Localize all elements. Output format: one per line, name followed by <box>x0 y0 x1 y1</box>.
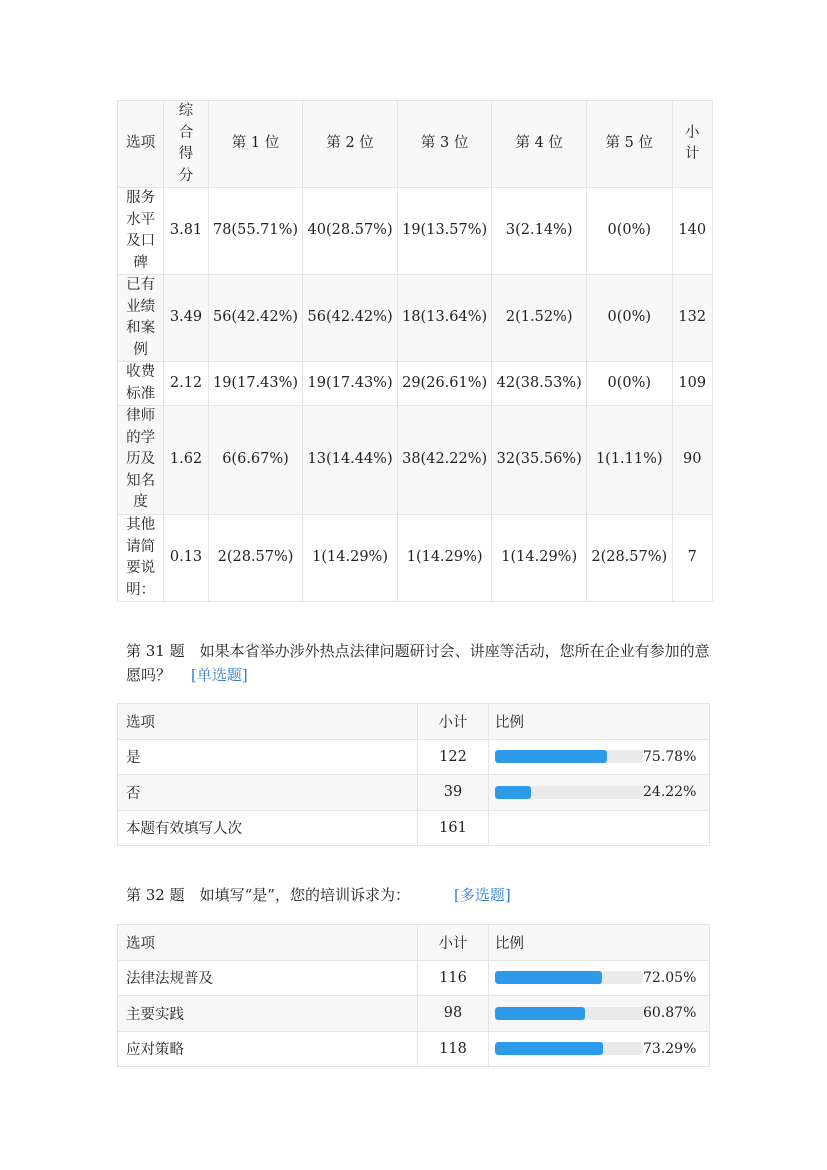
progress-fill <box>495 1007 585 1020</box>
header-option: 选项 <box>118 704 418 740</box>
row-rank-3: 1(14.29%) <box>397 515 492 602</box>
row-rank-5: 0(0%) <box>586 188 672 275</box>
row-rank-2: 1(14.29%) <box>303 515 398 602</box>
table-row <box>118 406 713 515</box>
row-rank-3: 29(26.61%) <box>397 362 492 406</box>
progress-bar <box>495 1007 643 1020</box>
question-31-type-link[interactable]: [单选题] <box>191 666 248 684</box>
row-score: 3.49 <box>164 275 208 362</box>
row-rank-1: 19(17.43%) <box>208 362 303 406</box>
row-ratio <box>489 996 710 1032</box>
total-label: 本题有效填写人次 <box>118 810 418 846</box>
table-row <box>118 739 710 775</box>
header-option: 选项 <box>118 925 418 961</box>
row-total: 109 <box>672 362 712 406</box>
row-rank-4: 3(2.14%) <box>492 188 587 275</box>
total-count: 161 <box>418 810 489 846</box>
ranking-header-row <box>118 101 713 188</box>
row-total: 90 <box>672 406 712 515</box>
row-count: 39 <box>418 775 489 811</box>
table-row <box>118 960 710 996</box>
question-32-title <box>126 883 716 907</box>
row-rank-4: 1(14.29%) <box>492 515 587 602</box>
row-score: 2.12 <box>164 362 208 406</box>
stat-header-row <box>118 704 710 740</box>
row-option: 是 <box>118 739 418 775</box>
row-rank-5: 1(1.11%) <box>586 406 672 515</box>
question-32-type-link[interactable]: [多选题] <box>453 886 511 904</box>
row-total: 132 <box>672 275 712 362</box>
row-option: 否 <box>118 775 418 811</box>
question-31-title <box>126 639 716 687</box>
progress-fill <box>495 750 607 763</box>
table-row <box>118 275 713 362</box>
row-count: 116 <box>418 960 489 996</box>
header-rank-4: 第 4 位 <box>492 101 587 188</box>
row-option: 律师的学历及知名度 <box>118 406 164 515</box>
row-count: 118 <box>418 1031 489 1067</box>
row-rank-1: 56(42.42%) <box>208 275 303 362</box>
header-rank-2: 第 2 位 <box>303 101 398 188</box>
row-option: 主要实践 <box>118 996 418 1032</box>
ranking-table <box>117 100 713 602</box>
row-rank-5: 0(0%) <box>586 275 672 362</box>
progress-fill <box>495 1042 603 1055</box>
header-ratio: 比例 <box>489 925 710 961</box>
header-count: 小计 <box>418 925 489 961</box>
header-ratio: 比例 <box>489 704 710 740</box>
row-rank-1: 78(55.71%) <box>208 188 303 275</box>
total-row <box>118 810 710 846</box>
row-percent: 72.05% <box>643 969 697 986</box>
row-option: 服务水平及口碑 <box>118 188 164 275</box>
row-ratio <box>489 1031 710 1067</box>
progress-fill <box>495 786 531 799</box>
progress-fill <box>495 971 602 984</box>
row-percent: 75.78% <box>643 748 697 765</box>
header-rank-5: 第 5 位 <box>586 101 672 188</box>
row-count: 98 <box>418 996 489 1032</box>
row-total: 7 <box>672 515 712 602</box>
row-score: 0.13 <box>164 515 208 602</box>
row-option: 法律法规普及 <box>118 960 418 996</box>
row-rank-3: 18(13.64%) <box>397 275 492 362</box>
row-rank-3: 38(42.22%) <box>397 406 492 515</box>
progress-bar <box>495 750 643 763</box>
row-rank-4: 2(1.52%) <box>492 275 587 362</box>
row-count: 122 <box>418 739 489 775</box>
total-ratio-empty <box>489 810 710 846</box>
row-ratio <box>489 739 710 775</box>
table-row <box>118 775 710 811</box>
question-31-table <box>117 703 710 846</box>
table-row <box>118 188 713 275</box>
header-rank-3: 第 3 位 <box>397 101 492 188</box>
row-rank-1: 2(28.57%) <box>208 515 303 602</box>
row-percent: 24.22% <box>643 784 697 801</box>
header-score: 综合得分 <box>164 101 208 188</box>
question-32-table <box>117 924 710 1067</box>
row-rank-2: 19(17.43%) <box>303 362 398 406</box>
row-rank-4: 42(38.53%) <box>492 362 587 406</box>
table-row <box>118 515 713 602</box>
row-percent: 60.87% <box>643 1005 697 1022</box>
row-option: 收费标准 <box>118 362 164 406</box>
header-rank-1: 第 1 位 <box>208 101 303 188</box>
row-total: 140 <box>672 188 712 275</box>
row-rank-2: 13(14.44%) <box>303 406 398 515</box>
row-ratio <box>489 775 710 811</box>
row-rank-5: 2(28.57%) <box>586 515 672 602</box>
row-rank-3: 19(13.57%) <box>397 188 492 275</box>
progress-bar <box>495 971 643 984</box>
row-rank-2: 56(42.42%) <box>303 275 398 362</box>
row-score: 1.62 <box>164 406 208 515</box>
row-option: 应对策略 <box>118 1031 418 1067</box>
progress-bar <box>495 786 643 799</box>
table-row <box>118 362 713 406</box>
question-31-text: 第 31 题 如果本省举办涉外热点法律问题研讨会、讲座等活动，您所在企业有参加的意愿吗？ <box>126 642 710 684</box>
row-score: 3.81 <box>164 188 208 275</box>
row-rank-5: 0(0%) <box>586 362 672 406</box>
header-count: 小计 <box>418 704 489 740</box>
progress-bar <box>495 1042 643 1055</box>
row-rank-1: 6(6.67%) <box>208 406 303 515</box>
row-ratio <box>489 960 710 996</box>
table-row <box>118 1031 710 1067</box>
row-percent: 73.29% <box>643 1040 697 1057</box>
stat-header-row <box>118 925 710 961</box>
row-rank-2: 40(28.57%) <box>303 188 398 275</box>
header-option: 选项 <box>118 101 164 188</box>
table-row <box>118 996 710 1032</box>
row-rank-4: 32(35.56%) <box>492 406 587 515</box>
row-option: 其他请简要说明： <box>118 515 164 602</box>
header-total: 小计 <box>672 101 712 188</box>
question-32-text: 第 32 题 如填写“是”，您的培训诉求为： <box>126 886 410 904</box>
row-option: 已有业绩和案例 <box>118 275 164 362</box>
